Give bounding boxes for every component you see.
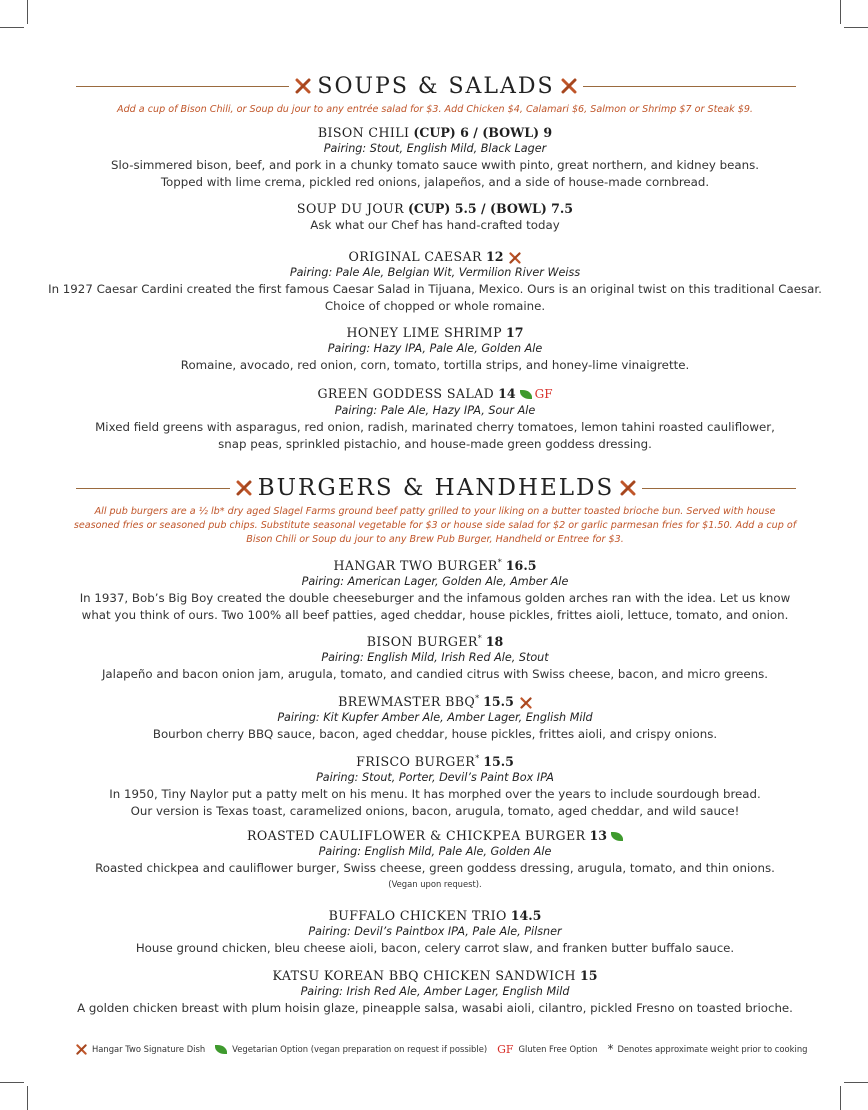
item-price: (CUP) 6 / (BOWL) 9: [413, 125, 553, 140]
item-description: Mixed field greens with asparagus, red onion, radish, marinated cherry tomatoes, lemon tahini roasted cauliflower,: [95, 420, 775, 434]
menu-item: [40, 124, 830, 190]
divider: [583, 86, 796, 87]
menu-item: [40, 967, 830, 1017]
section-note: Add a cup of Bison Chili, or Soup du jour to any entrée salad for $3. Add Chicken $4, Calamari $6, Salmon or Shrimp $7 or Steak $9.: [117, 104, 753, 115]
item-price: 16.5: [505, 558, 537, 574]
item-name: FRISCO BURGER: [356, 754, 476, 770]
item-description: In 1950, Tiny Naylor put a patty melt on his menu. It has morphed over the years to include sourdough bread.: [109, 787, 761, 802]
crop-mark: [840, 0, 841, 24]
burgers-section-header: [76, 473, 796, 503]
menu-item: BREWMASTER BBQ* 15.5 Pairing: Kit Kupfer Amber Ale, Amber Lager, English Mild Bourbon cherry BBQ sauce, bacon, aged cheddar, house pickles, frittes aioli, and crispy onions.: [40, 690, 830, 743]
item-description: Romaine, avocado, red onion, corn, tomato, tortilla strips, and honey-lime vinaigrette.: [180, 358, 690, 372]
item-description: Jalapeño and bacon onion jam, arugula, tomato, and candied citrus with Swiss cheese, bacon, and micro greens.: [101, 667, 769, 682]
item-price: 15: [579, 968, 598, 983]
crossed-propeller-icon: [295, 78, 311, 94]
item-pairing: Pairing: Stout, English Mild, Black Lager: [323, 142, 547, 155]
menu-item: [40, 907, 830, 957]
divider: [642, 488, 796, 489]
item-price: 14: [498, 386, 516, 401]
item-pairing: Pairing: Pale Ale, Hazy IPA, Sour Ale: [334, 404, 536, 417]
item-description: what you think of ours. Two 100% all beef patties, aged cheddar, house pickles, frittes aioli, lettuce, tomato, and onion.: [81, 607, 789, 622]
crop-mark: [0, 1082, 24, 1083]
legend-item: * Denotes approximate weight prior to cooking: [607, 1042, 808, 1056]
crop-mark: [0, 27, 24, 28]
crossed-propeller-icon: [620, 480, 636, 496]
item-name: HANGAR TWO BURGER: [333, 558, 498, 574]
item-price: 15.5: [483, 754, 514, 770]
item-pairing: Pairing: English Mild, Pale Ale, Golden Ale: [318, 845, 552, 858]
item-name: BREWMASTER BBQ: [338, 694, 476, 710]
item-description: Bourbon cherry BBQ sauce, bacon, aged cheddar, house pickles, frittes aioli, and crispy onions.: [152, 727, 718, 742]
item-name: ORIGINAL CAESAR: [348, 249, 482, 264]
gluten-free-badge: GF: [497, 1042, 514, 1056]
item-price: 15.5: [483, 694, 514, 710]
legend-item: Hangar Two Signature Dish: [76, 1044, 205, 1055]
crossed-propeller-icon: [76, 1044, 87, 1055]
section-title: SOUPS & SALADS: [317, 73, 555, 99]
item-price: 12: [485, 249, 504, 264]
gluten-free-badge: GF: [534, 387, 553, 401]
item-footnote: (Vegan upon request).: [388, 878, 482, 889]
menu-item: FRISCO BURGER* 15.5 Pairing: Stout, Porter, Devil’s Paint Box IPA In 1950, Tiny Naylor put a patty melt on his menu. It has morphed over the years to include sourdough bread. Our version is Texas toast, caramelized onions, bacon, arugula, tomato, aged cheddar, and wild sauce!: [40, 750, 830, 819]
leaf-icon: [215, 1045, 227, 1054]
item-description: Ask what our Chef has hand-crafted today: [310, 218, 560, 232]
item-name: GREEN GODDESS SALAD: [317, 386, 495, 401]
item-description: In 1937, Bob’s Big Boy created the double cheeseburger and the infamous golden arches ran with the idea. Let us know: [79, 591, 791, 606]
item-price: 13: [589, 828, 607, 843]
item-name: ROASTED CAULIFLOWER & CHICKPEA BURGER: [247, 828, 586, 843]
item-name: KATSU KOREAN BBQ CHICKEN SANDWICH: [272, 968, 576, 983]
menu-item: [40, 385, 830, 452]
menu-item: HANGAR TWO BURGER* 16.5 Pairing: American Lager, Golden Ale, Amber Ale In 1937, Bob’s Big Boy created the double cheeseburger and the infamous golden arches ran with the idea. Let us know what you think of ours. Two 100% all beef patties, aged cheddar, house pickles, frittes aioli, lettuce, tomato, and onion.: [40, 554, 830, 623]
section-title: BURGERS & HANDHELDS: [257, 475, 615, 501]
divider: [76, 488, 230, 489]
item-name: BISON CHILI: [317, 125, 410, 140]
item-description: snap peas, sprinkled pistachio, and house-made green goddess dressing.: [218, 436, 652, 451]
item-name: SOUP DU JOUR: [296, 201, 404, 216]
item-description: Topped with lime crema, pickled red onions, jalapeños, and a side of house-made cornbread.: [160, 174, 710, 189]
item-description: House ground chicken, bleu cheese aioli, bacon, celery carrot slaw, and franken butter buffalo sauce.: [135, 941, 735, 955]
item-pairing: Pairing: English Mild, Irish Red Ale, Stout: [321, 651, 549, 665]
item-price: 18: [485, 634, 504, 650]
item-price: 14.5: [510, 908, 542, 923]
item-pairing: Pairing: Stout, Porter, Devil’s Paint Box IPA: [316, 771, 554, 785]
crop-mark: [27, 0, 28, 24]
item-price: 17: [505, 325, 524, 340]
item-name: HONEY LIME SHRIMP: [346, 325, 502, 340]
legend: [76, 1041, 808, 1057]
item-price: (CUP) 5.5 / (BOWL) 7.5: [407, 201, 574, 216]
item-description: Choice of chopped or whole romaine.: [324, 298, 546, 313]
crop-mark: [844, 1082, 868, 1083]
divider: [76, 86, 289, 87]
menu-item: [40, 248, 830, 314]
item-pairing: Pairing: American Lager, Golden Ale, Amber Ale: [301, 575, 569, 589]
item-name: BUFFALO CHICKEN TRIO: [328, 908, 507, 923]
menu-item: [40, 200, 830, 234]
crossed-propeller-icon: [520, 697, 532, 709]
item-description: Our version is Texas toast, caramelized onions, bacon, arugula, tomato, aged cheddar, and wild sauce!: [130, 803, 740, 818]
item-description: Roasted chickpea and cauliflower burger, Swiss cheese, green goddess dressing, arugula, tomato, and thin onions.: [95, 861, 775, 875]
item-description: In 1927 Caesar Cardini created the first famous Caesar Salad in Tijuana, Mexico. Ours is an original twist on this traditional Caesar.: [48, 282, 822, 296]
leaf-icon: [520, 390, 532, 399]
item-name: BISON BURGER: [366, 634, 478, 650]
item-description: Slo-simmered bison, beef, and pork in a chunky tomato sauce wwith pinto, great northern, and kidney beans.: [111, 158, 759, 172]
asterisk-icon: *: [607, 1042, 614, 1056]
item-description: A golden chicken breast with plum hoisin glaze, pineapple salsa, wasabi aioli, cilantro, pickled Fresno on toasted brioche.: [77, 1001, 793, 1015]
menu-item: BISON BURGER* 18 Pairing: English Mild, Irish Red Ale, Stout Jalapeño and bacon onion jam, arugula, tomato, and candied citrus with Swiss cheese, bacon, and micro greens.: [40, 630, 830, 683]
menu-item: [40, 324, 830, 374]
crossed-propeller-icon: [509, 252, 521, 264]
item-pairing: Pairing: Irish Red Ale, Amber Lager, English Mild: [300, 985, 570, 998]
legend-item: GF Gluten Free Option: [497, 1042, 598, 1056]
crop-mark: [840, 1086, 841, 1110]
crop-mark: [844, 27, 868, 28]
item-pairing: Pairing: Pale Ale, Belgian Wit, Vermilion River Weiss: [289, 266, 581, 279]
item-pairing: Pairing: Devil’s Paintbox IPA, Pale Ale, Pilsner: [308, 925, 562, 938]
legend-item: Vegetarian Option (vegan preparation on request if possible): [215, 1044, 487, 1054]
menu-item: [40, 827, 830, 891]
soups-section-header: [76, 71, 796, 101]
crop-mark: [27, 1086, 28, 1110]
crossed-propeller-icon: [561, 78, 577, 94]
leaf-icon: [611, 832, 623, 841]
item-pairing: Pairing: Kit Kupfer Amber Ale, Amber Lager, English Mild: [277, 711, 593, 725]
item-pairing: Pairing: Hazy IPA, Pale Ale, Golden Ale: [327, 342, 543, 355]
crossed-propeller-icon: [236, 480, 252, 496]
section-note: All pub burgers are a ½ lb* dry aged Slagel Farms ground beef patty grilled to your liking on a butter toasted brioche bun. Served with house seasoned fries or seasoned pub chips. Substitute seasonal vegetable for $3 or house side salad for $2 or garlic parmesan fries for $1.50. Add a cup of Bison Chili or Soup du jour to any Brew Pub Burger, Handheld or Entree for $3.: [73, 506, 797, 545]
